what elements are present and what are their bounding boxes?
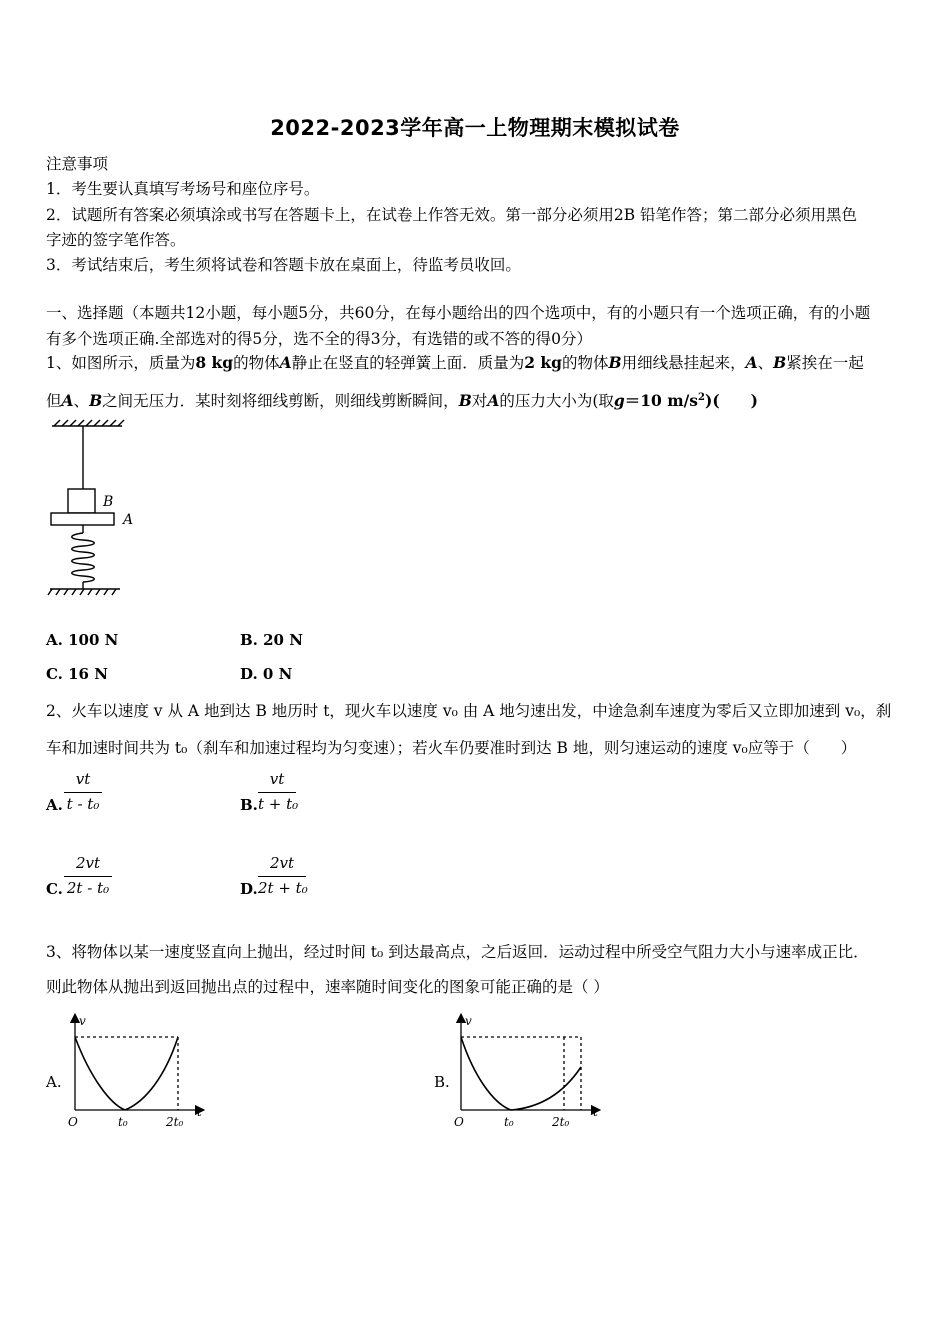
notice-heading: 注意事项 [46, 155, 109, 173]
q3-option-b-label[interactable]: B. [434, 1073, 450, 1091]
page-title: 2022-2023学年高一上物理期末模拟试卷 [270, 116, 680, 140]
graph-b-tick-2t0: 2t₀ [552, 1115, 570, 1129]
spring-block-figure [40, 418, 150, 600]
q2-option-b-label[interactable]: B. [240, 796, 258, 814]
q3-graph-b[interactable] [446, 1012, 606, 1132]
q1-option-b[interactable]: B. 20 N [240, 631, 303, 649]
q1-option-c[interactable]: C. 16 N [46, 665, 108, 683]
notice-item-1: 1．考生要认真填写考场号和座位序号。 [46, 180, 320, 198]
graph-a-t-label: t [197, 1105, 202, 1119]
q2-option-c-fraction[interactable]: 2vt 2t - t₀ [64, 854, 112, 906]
q2-stem-line1: 2、火车以速度 v 从 A 地到达 B 地历时 t，现火车以速度 v₀ 由 A 地匀速出发，中途急刹车速度为零后又立即加速到 v₀，刹 [46, 702, 892, 720]
section1-instructions-2: 有多个选项正确.全部选对的得5分，选不全的得3分，有选错的或不答的得0分） [46, 330, 593, 348]
graph-a-origin: O [68, 1115, 78, 1129]
q2-option-d-fraction[interactable]: 2vt 2t + t₀ [258, 854, 308, 897]
q3-graph-a[interactable] [60, 1012, 220, 1132]
graph-b-t-label: t [593, 1105, 598, 1119]
q2-stem-line2: 车和加速时间共为 t₀（刹车和加速过程均为匀变速）；若火车仍要准时到达 B 地，则匀速运动的速度 v₀应等于（ ） [46, 739, 857, 757]
q1-stem-line1: 1、如图所示，质量为8 kg的物体A静止在竖直的轻弹簧上面．质量为2 kg的物体B用细线悬挂起来，A、B紧挨在一起 [46, 353, 864, 372]
notice-item-2-cont: 字迹的签字笔作答。 [46, 231, 186, 249]
notice-item-2: 2．试题所有答案必须填涂或书写在答题卡上，在试卷上作答无效。第一部分必须用2B 铅笔作答；第二部分必须用黑色 [46, 206, 858, 224]
q2-option-c-label[interactable]: C. [46, 880, 63, 898]
graph-a-tick-t0: t₀ [118, 1115, 128, 1129]
q3-stem-line2: 则此物体从抛出到返回抛出点的过程中，速率随时间变化的图象可能正确的是（ ） [46, 978, 609, 996]
graph-b-origin: O [454, 1115, 464, 1129]
q2-option-b-fraction[interactable]: vt t + t₀ [258, 770, 299, 813]
q2-option-d-label[interactable]: D. [240, 880, 258, 898]
graph-a-tick-2t0: 2t₀ [166, 1115, 184, 1129]
q2-option-a-fraction[interactable]: vt t - t₀ [64, 770, 102, 822]
section1-instructions-1: 一、选择题（本题共12小题，每小题5分，共60分，在每小题给出的四个选项中，有的小题只有一个选项正确，有的小题 [46, 304, 871, 322]
q3-stem-line1: 3、将物体以某一速度竖直向上抛出，经过时间 t₀ 到达最高点，之后返回．运动过程中所受空气阻力大小与速率成正比． [46, 943, 869, 961]
q1-stem-line2: 但A、B之间无压力．某时刻将细线剪断，则细线剪断瞬间，B对A的压力大小为(取g＝10 $m/s^2$)( ) [46, 391, 758, 410]
q2-option-a-label[interactable]: A. [46, 796, 63, 814]
q3-option-a-label[interactable]: A. [46, 1073, 62, 1091]
label-a: A [123, 512, 134, 528]
label-b: B [103, 494, 114, 510]
graph-b-tick-t0: t₀ [504, 1115, 514, 1129]
q1-option-d[interactable]: D. 0 N [240, 665, 293, 683]
notice-item-3: 3．考试结束后，考生须将试卷和答题卡放在桌面上，待监考员收回。 [46, 256, 521, 274]
q1-option-a[interactable]: A. 100 N [46, 631, 119, 649]
graph-b-v-label: v [465, 1014, 472, 1028]
graph-a-v-label: v [79, 1014, 86, 1028]
